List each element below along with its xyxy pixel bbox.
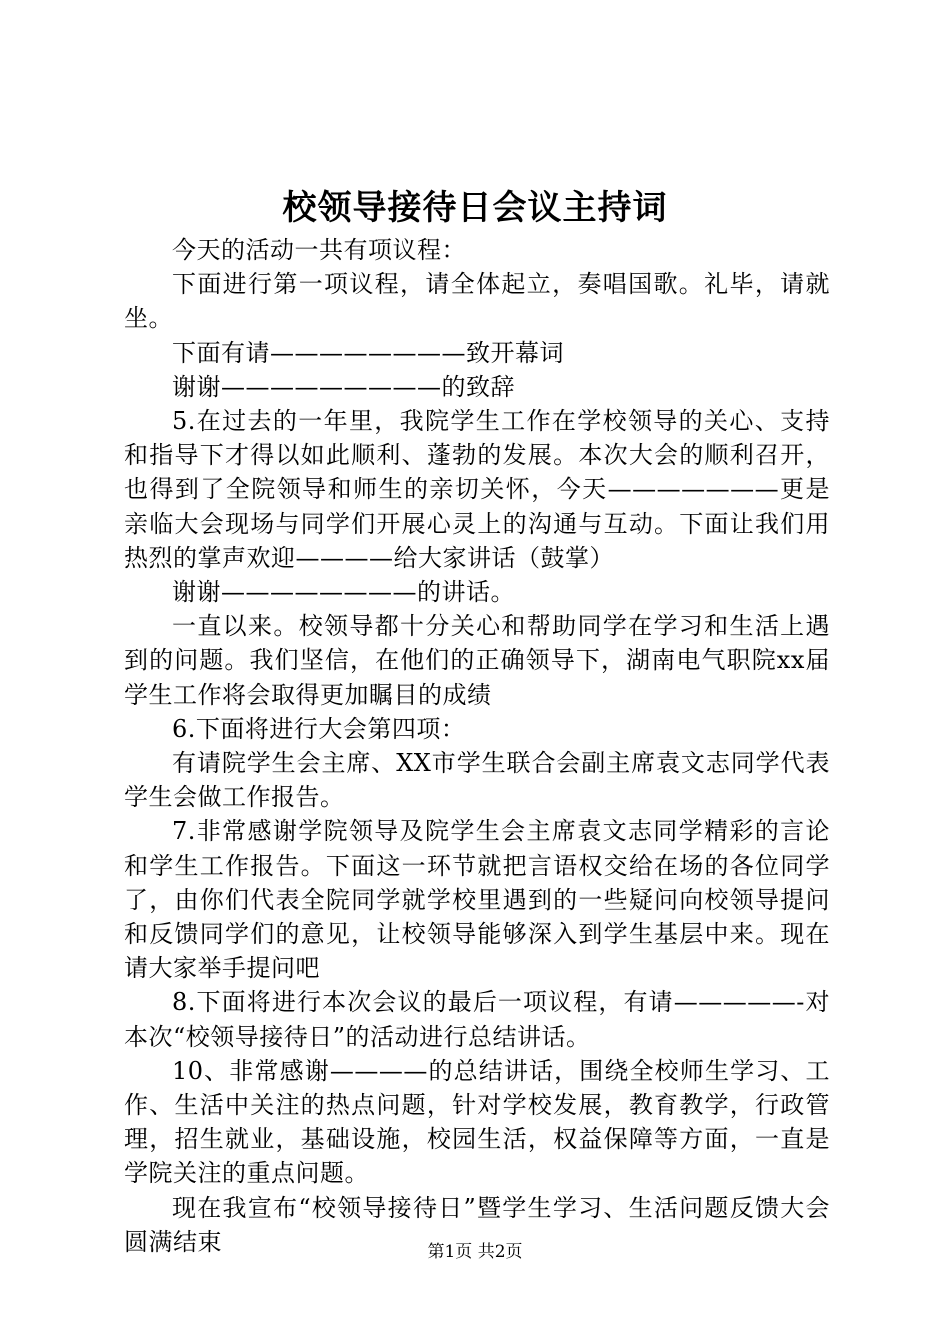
paragraph: 谢谢—————————的致辞 — [172, 372, 515, 401]
document-body — [124, 233, 830, 1259]
paragraph: 10、非常感谢————的总结讲话，围绕全校师生学习、工作、生活中关注的热点问题，针对学校发展，教育教学，行政管理，招生就业，基础设施，校园生活，权益保障等方面，一直是学院关注的重点问题。 — [124, 1056, 830, 1188]
paragraph: 8.下面将进行本次会议的最后一项议程，有请—————-对本次“校领导接待日”的活动进行总结讲话。 — [124, 988, 830, 1051]
paragraph: 下面有请————————致开幕词 — [172, 338, 564, 367]
paragraph: 5.在过去的一年里，我院学生工作在学校领导的关心、支持和指导下才得以如此顺利、蓬勃的发展。本次大会的顺利召开，也得到了全院领导和师生的亲切关怀，今天———————更是亲临大会现场与同学们开展心灵上的沟通与互动。下面让我们用热烈的掌声欢迎————给大家讲话（鼓掌） — [124, 407, 830, 572]
paragraph: 6.下面将进行大会第四项： — [172, 714, 466, 743]
paragraph: 今天的活动一共有项议程： — [172, 236, 466, 264]
paragraph: 有请院学生会主席、XX市学生联合会副主席袁文志同学代表学生会做工作报告。 — [124, 749, 830, 812]
paragraph: 现在我宣布“校领导接待日”暨学生学习、生活问题反馈大会圆满结束 — [124, 1193, 830, 1256]
paragraph: 一直以来。校领导都十分关心和帮助同学在学习和生活上遇到的问题。我们坚信，在他们的正确领导下，湖南电气职院xx届学生工作将会取得更加瞩目的成绩 — [124, 612, 830, 709]
paragraph: 下面进行第一项议程，请全体起立，奏唱国歌。礼毕，请就坐。 — [124, 270, 830, 333]
paragraph: 7.非常感谢学院领导及院学生会主席袁文志同学精彩的言论和学生工作报告。下面这一环节就把言语权交给在场的各位同学了，由你们代表全院同学就学校里遇到的一些疑问向校领导提问和反馈同学们的意见，让校领导能够深入到学生基层中来。现在请大家举手提问吧 — [124, 817, 830, 983]
document-title: 校领导接待日会议主持词 — [282, 188, 668, 228]
page-number-footer: 第1页 共2页 — [427, 1242, 523, 1262]
paragraph: 谢谢————————的讲话。 — [172, 578, 515, 607]
